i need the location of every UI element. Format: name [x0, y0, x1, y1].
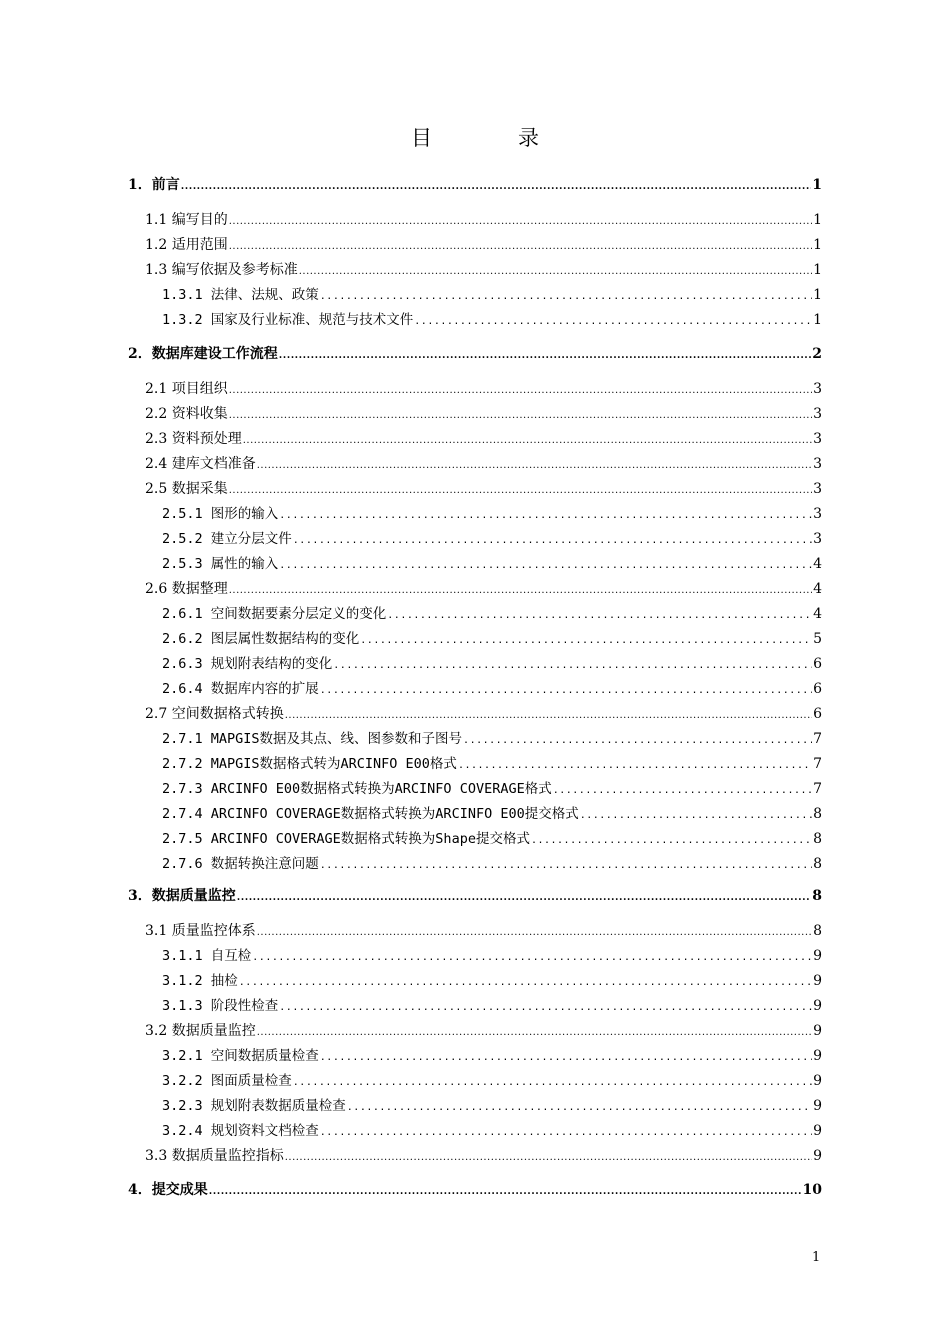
- toc-entry-label: 3.2.2 图面质量检查: [162, 1073, 292, 1089]
- toc-entry-page-number: 3: [813, 531, 822, 547]
- toc-dot-leader: [320, 286, 812, 304]
- toc-entry-page-number: 4: [813, 581, 822, 597]
- toc-entry-page-number: 1: [813, 312, 822, 328]
- toc-dot-leader: [237, 887, 812, 905]
- toc-entry-label: 2.4 建库文档准备: [145, 456, 256, 472]
- toc-dot-leader: [580, 805, 812, 823]
- toc-entry[interactable]: [145, 705, 822, 723]
- toc-entry-label: 2.6.3 规划附表结构的变化: [162, 656, 333, 672]
- toc-dot-leader: [347, 1097, 812, 1115]
- toc-entry[interactable]: [128, 176, 822, 194]
- toc-entry-label: 1.3.2 国家及行业标准、规范与技术文件: [162, 312, 414, 328]
- toc-entry-page-number: 4: [813, 556, 822, 572]
- toc-entry[interactable]: [162, 555, 822, 573]
- toc-entry-page-number: 6: [813, 706, 822, 722]
- toc-entry-page-number: 3: [813, 381, 822, 397]
- toc-dot-leader: [257, 455, 812, 473]
- toc-entry[interactable]: [128, 887, 822, 905]
- toc-entry-page-number: 3: [813, 431, 822, 447]
- toc-entry[interactable]: [162, 855, 822, 873]
- toc-entry[interactable]: [162, 780, 822, 798]
- toc-entry[interactable]: [162, 311, 822, 329]
- toc-dot-leader: [320, 680, 812, 698]
- toc-entry[interactable]: [162, 1072, 822, 1090]
- toc-entry-page-number: 3: [813, 406, 822, 422]
- toc-entry-label: 4．提交成果: [128, 1182, 208, 1198]
- toc-entry-label: 2.7.5 ARCINFO COVERAGE数据格式转换为Shape提交格式: [162, 831, 530, 847]
- toc-dot-leader: [229, 211, 812, 229]
- toc-entry-page-number: 7: [813, 756, 822, 772]
- toc-entry-label: 3.1.2 抽检: [162, 973, 238, 989]
- toc-dot-leader: [320, 1047, 812, 1065]
- toc-entry-page-number: 6: [813, 681, 822, 697]
- toc-dot-leader: [387, 605, 812, 623]
- toc-entry-label: 3.1.3 阶段性检查: [162, 998, 279, 1014]
- toc-entry-label: 2．数据库建设工作流程: [128, 346, 278, 362]
- toc-entry-page-number: 9: [813, 1048, 822, 1064]
- toc-entry-label: 2.7.3 ARCINFO E00数据格式转换为ARCINFO COVERAGE格式: [162, 781, 552, 797]
- toc-entry-label: 2.5.2 建立分层文件: [162, 531, 292, 547]
- toc-dot-leader: [463, 730, 812, 748]
- toc-entry[interactable]: [145, 580, 822, 598]
- toc-dot-leader: [181, 176, 812, 194]
- toc-entry[interactable]: [162, 755, 822, 773]
- toc-dot-leader: [293, 1072, 812, 1090]
- toc-dot-leader: [299, 261, 812, 279]
- toc-entry-label: 1.3.1 法律、法规、政策: [162, 287, 319, 303]
- toc-dot-leader: [320, 855, 812, 873]
- toc-entry[interactable]: [162, 730, 822, 748]
- toc-dot-leader: [229, 405, 812, 423]
- toc-entry-page-number: 9: [813, 948, 822, 964]
- toc-entry-page-number: 9: [813, 1098, 822, 1114]
- page-number: 1: [812, 1250, 821, 1265]
- toc-dot-leader: [553, 780, 812, 798]
- toc-entry-page-number: 2: [812, 346, 822, 362]
- toc-entry[interactable]: [162, 947, 822, 965]
- toc-entry-page-number: 9: [813, 1023, 822, 1039]
- toc-dot-leader: [531, 830, 812, 848]
- toc-entry-page-number: 8: [813, 806, 822, 822]
- toc-entry-page-number: 8: [813, 856, 822, 872]
- toc-entry[interactable]: [145, 430, 822, 448]
- toc-entry[interactable]: [162, 805, 822, 823]
- toc-entry-label: 3.3 数据质量监控指标: [145, 1148, 284, 1164]
- toc-entry-page-number: 3: [813, 481, 822, 497]
- toc-entry-label: 2.5 数据采集: [145, 481, 228, 497]
- toc-dot-leader: [257, 1022, 812, 1040]
- toc-entry[interactable]: [145, 380, 822, 398]
- toc-entry[interactable]: [145, 480, 822, 498]
- toc-dot-leader: [239, 972, 812, 990]
- toc-dot-leader: [252, 947, 812, 965]
- toc-entry[interactable]: [145, 455, 822, 473]
- toc-entry-label: 3.1 质量监控体系: [145, 923, 256, 939]
- toc-entry[interactable]: [162, 680, 822, 698]
- toc-entry-label: 3．数据质量监控: [128, 888, 236, 904]
- toc-entry-label: 2.7.2 MAPGIS数据格式转为ARCINFO E00格式: [162, 756, 457, 772]
- toc-entry-page-number: 10: [802, 1182, 822, 1198]
- toc-dot-leader: [279, 555, 812, 573]
- toc-entry-page-number: 9: [813, 973, 822, 989]
- toc-entry-label: 2.7 空间数据格式转换: [145, 706, 284, 722]
- toc-entry[interactable]: [162, 1097, 822, 1115]
- toc-dot-leader: [279, 997, 812, 1015]
- toc-dot-leader: [229, 380, 812, 398]
- toc-entry[interactable]: [128, 345, 822, 363]
- title-char-2: 录: [518, 126, 539, 150]
- toc-dot-leader: [209, 1181, 802, 1199]
- toc-entry-page-number: 7: [813, 781, 822, 797]
- toc-dot-leader: [229, 480, 812, 498]
- toc-entry-page-number: 9: [813, 1148, 822, 1164]
- toc-entry-label: 1.1 编写目的: [145, 212, 228, 228]
- toc-dot-leader: [285, 705, 812, 723]
- toc-entry-label: 3.2 数据质量监控: [145, 1023, 256, 1039]
- toc-dot-leader: [333, 655, 812, 673]
- toc-entry-page-number: 1: [813, 287, 822, 303]
- toc-entry[interactable]: [162, 1047, 822, 1065]
- toc-entry-label: 2.7.1 MAPGIS数据及其点、线、图参数和子图号: [162, 731, 463, 747]
- toc-entry-page-number: 1: [813, 237, 822, 253]
- toc-entry-page-number: 1: [813, 262, 822, 278]
- toc-dot-leader: [279, 505, 812, 523]
- toc-entry-page-number: 8: [813, 831, 822, 847]
- toc-entry[interactable]: [162, 655, 822, 673]
- toc-entry-label: 2.7.4 ARCINFO COVERAGE数据格式转换为ARCINFO E00提交格式: [162, 806, 579, 822]
- toc-entry-label: 2.3 资料预处理: [145, 431, 242, 447]
- toc-entry[interactable]: [145, 236, 822, 254]
- toc-entry-label: 2.6.4 数据库内容的扩展: [162, 681, 319, 697]
- toc-entry[interactable]: [162, 830, 822, 848]
- toc-entry-page-number: 8: [813, 923, 822, 939]
- toc-entry-label: 3.2.4 规划资料文档检查: [162, 1123, 319, 1139]
- toc-entry-label: 3.2.1 空间数据质量检查: [162, 1048, 319, 1064]
- toc-dot-leader: [229, 236, 812, 254]
- toc-dot-leader: [229, 580, 812, 598]
- toc-entry[interactable]: [162, 286, 822, 304]
- toc-entry-page-number: 9: [813, 1123, 822, 1139]
- toc-entry-label: 3.2.3 规划附表数据质量检查: [162, 1098, 346, 1114]
- toc-entry-page-number: 9: [813, 1073, 822, 1089]
- toc-entry-page-number: 3: [813, 456, 822, 472]
- toc-entry[interactable]: [145, 405, 822, 423]
- toc-entry[interactable]: [162, 530, 822, 548]
- toc-entry[interactable]: [145, 261, 822, 279]
- toc-entry[interactable]: [162, 1122, 822, 1140]
- toc-entry-label: 2.7.6 数据转换注意问题: [162, 856, 319, 872]
- toc-entry-page-number: 7: [813, 731, 822, 747]
- toc-entry[interactable]: [162, 997, 822, 1015]
- toc-dot-leader: [458, 755, 812, 773]
- toc-entry-page-number: 6: [813, 656, 822, 672]
- toc-entry-label: 2.6 数据整理: [145, 581, 228, 597]
- toc-dot-leader: [414, 311, 812, 329]
- toc-entry-page-number: 3: [813, 506, 822, 522]
- toc-entry-label: 2.5.1 图形的输入: [162, 506, 279, 522]
- toc-entry[interactable]: [145, 211, 822, 229]
- toc-entry[interactable]: [128, 1181, 822, 1199]
- toc-dot-leader: [293, 530, 812, 548]
- toc-entry[interactable]: [162, 505, 822, 523]
- toc-dot-leader: [243, 430, 812, 448]
- page-title: [0, 122, 950, 152]
- toc-entry[interactable]: [162, 972, 822, 990]
- toc-dot-leader: [285, 1147, 812, 1165]
- toc-entry-label: 1．前言: [128, 177, 180, 193]
- toc-entry-label: 3.1.1 自互检: [162, 948, 252, 964]
- toc-entry-page-number: 4: [813, 606, 822, 622]
- toc-dot-leader: [320, 1122, 812, 1140]
- toc-entry-page-number: 5: [813, 631, 822, 647]
- toc-entry-page-number: 1: [813, 212, 822, 228]
- toc-entry-label: 2.6.1 空间数据要素分层定义的变化: [162, 606, 387, 622]
- toc-entry-label: 2.2 资料收集: [145, 406, 228, 422]
- toc-dot-leader: [360, 630, 812, 648]
- toc-entry[interactable]: [145, 922, 822, 940]
- toc-entry-label: 2.6.2 图层属性数据结构的变化: [162, 631, 360, 647]
- toc-dot-leader: [257, 922, 812, 940]
- toc-entry[interactable]: [145, 1147, 822, 1165]
- toc-entry-page-number: 9: [813, 998, 822, 1014]
- toc-entry[interactable]: [162, 605, 822, 623]
- toc-entry[interactable]: [145, 1022, 822, 1040]
- toc-entry-label: 2.1 项目组织: [145, 381, 228, 397]
- toc-entry-page-number: 1: [812, 177, 822, 193]
- toc-entry-page-number: 8: [812, 888, 822, 904]
- toc-entry-label: 1.3 编写依据及参考标准: [145, 262, 298, 278]
- toc-entry[interactable]: [162, 630, 822, 648]
- toc-dot-leader: [279, 345, 812, 363]
- toc-entry-label: 1.2 适用范围: [145, 237, 228, 253]
- title-char-1: 目: [411, 126, 432, 150]
- toc-entry-label: 2.5.3 属性的输入: [162, 556, 279, 572]
